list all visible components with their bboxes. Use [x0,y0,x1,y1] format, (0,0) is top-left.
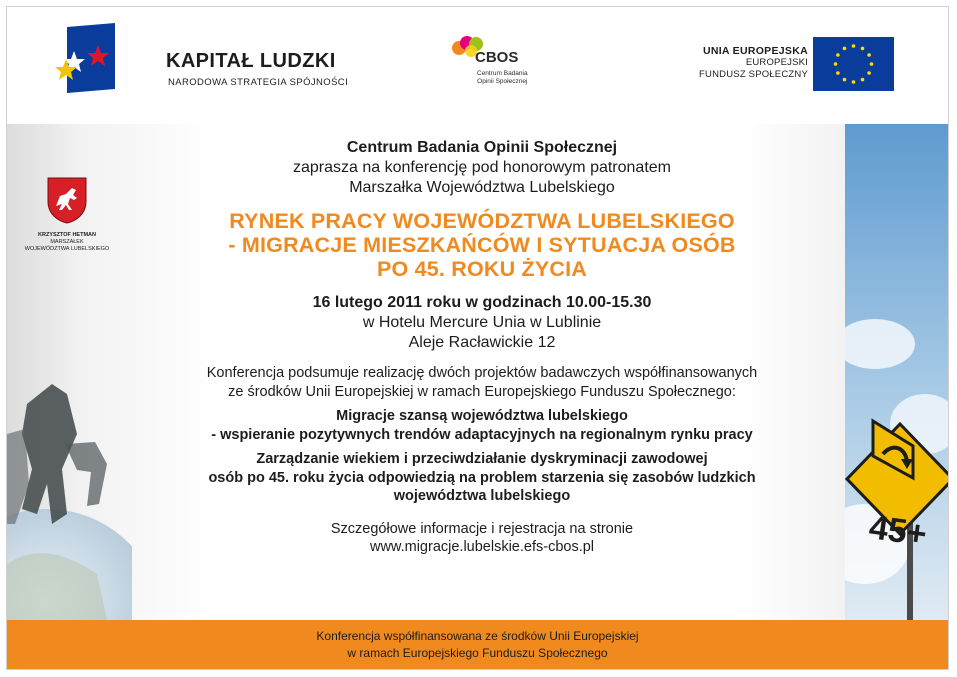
marshal-role-line2: WOJEWÓDZTWA LUBELSKIEGO [24,246,110,252]
invite-line2: Marszałka Województwa Lubelskiego [349,179,615,196]
cbos-subtitle-line1: Centrum Badania [477,70,528,77]
project2-line1: Zarządzanie wiekiem i przeciwdziałanie dyskryminacji zawodowej [256,451,708,467]
title-line1: RYNEK PRACY WOJEWÓDZTWA LUBELSKIEGO [229,209,735,233]
registration-info [125,520,839,557]
summary [125,364,839,401]
project2-line3: województwa lubelskiego [393,488,571,504]
invitation-body [7,124,948,620]
title-line3: PO 45. ROKU ŻYCIA [376,257,588,281]
footer-bar [7,620,948,670]
venue-line2: Aleje Racławickie 12 [408,334,556,351]
conference-title [125,209,839,281]
project-2 [125,450,839,506]
organizer: Centrum Badania Opinii Społecznej [346,139,618,156]
invitation-text [125,124,839,557]
age-sign-label: 45+ [866,508,930,554]
kapital-ludzki-title: KAPITAŁ LUDZKI [166,50,336,72]
marshal-role-line1: MARSZAŁEK [50,239,84,245]
conference-date: 16 lutego 2011 roku w godzinach 10.00-15.30 [312,294,652,311]
kapital-ludzki-subtitle: NARODOWA STRATEGIA SPÓJNOŚCI [168,77,349,88]
summary-line2: ze środków Unii Europejskiej w ramach Europejskiego Funduszu Społecznego: [228,383,736,400]
globe-and-figures-photo [7,374,132,620]
cofinancing-note [7,628,948,662]
eu-subtitle-line1: EUROPEJSKI [745,57,808,68]
summary-line1: Konferencja podsumuje realizację dwóch projektów badawczych współfinansowanych [206,365,758,381]
cbos-name: CBOS [475,49,519,66]
kapital-ludzki-emblem-icon [53,23,119,97]
venue-line1: w Hotelu Mercure Unia w Lublinie [362,314,602,331]
info-url-link[interactable]: www.migracje.lubelskie.efs-cbos.pl [369,539,595,555]
project-1 [125,407,839,444]
eu-title: UNIA EUROPEJSKA [702,45,808,57]
eu-subtitle-line2: FUNDUSZ SPOŁECZNY [699,69,808,80]
logo-bar [7,7,948,124]
marshal-name: KRZYSZTOF HETMAN [38,232,96,238]
title-line2: - MIGRACJE MIESZKAŃCÓW I SYTUACJA OSÓB [228,233,736,257]
project2-line2: osób po 45. roku życia odpowiedzią na problem starzenia się zasobów ludzkich [208,469,756,486]
cbos-logo [447,35,557,97]
invite-line1: zaprasza na konferencję pod honorowym patronatem [293,159,671,176]
eu-label [699,45,808,81]
cbos-subtitle [477,70,528,86]
footer-line2: w ramach Europejskiego Funduszu Społecznego [347,646,608,660]
marshal-emblem [17,176,117,266]
invitation-card [6,6,949,670]
info-line1: Szczegółowe informacje i rejestracja na stronie [330,520,634,537]
eu-flag-icon [813,37,894,91]
footer-line1: Konferencja współfinansowana ze środków Unii Europejskiej [316,629,639,643]
kapital-ludzki-logo [53,23,349,97]
project1-line2: - wspieranie pozytywnych trendów adaptacyjnych na regionalnym rynku pracy [211,426,753,443]
project1-line1: Migracje szansą województwa lubelskiego [336,408,628,424]
cbos-subtitle-line2: Opinii Społecznej [477,78,528,85]
lublin-coat-of-arms-icon [46,176,88,224]
